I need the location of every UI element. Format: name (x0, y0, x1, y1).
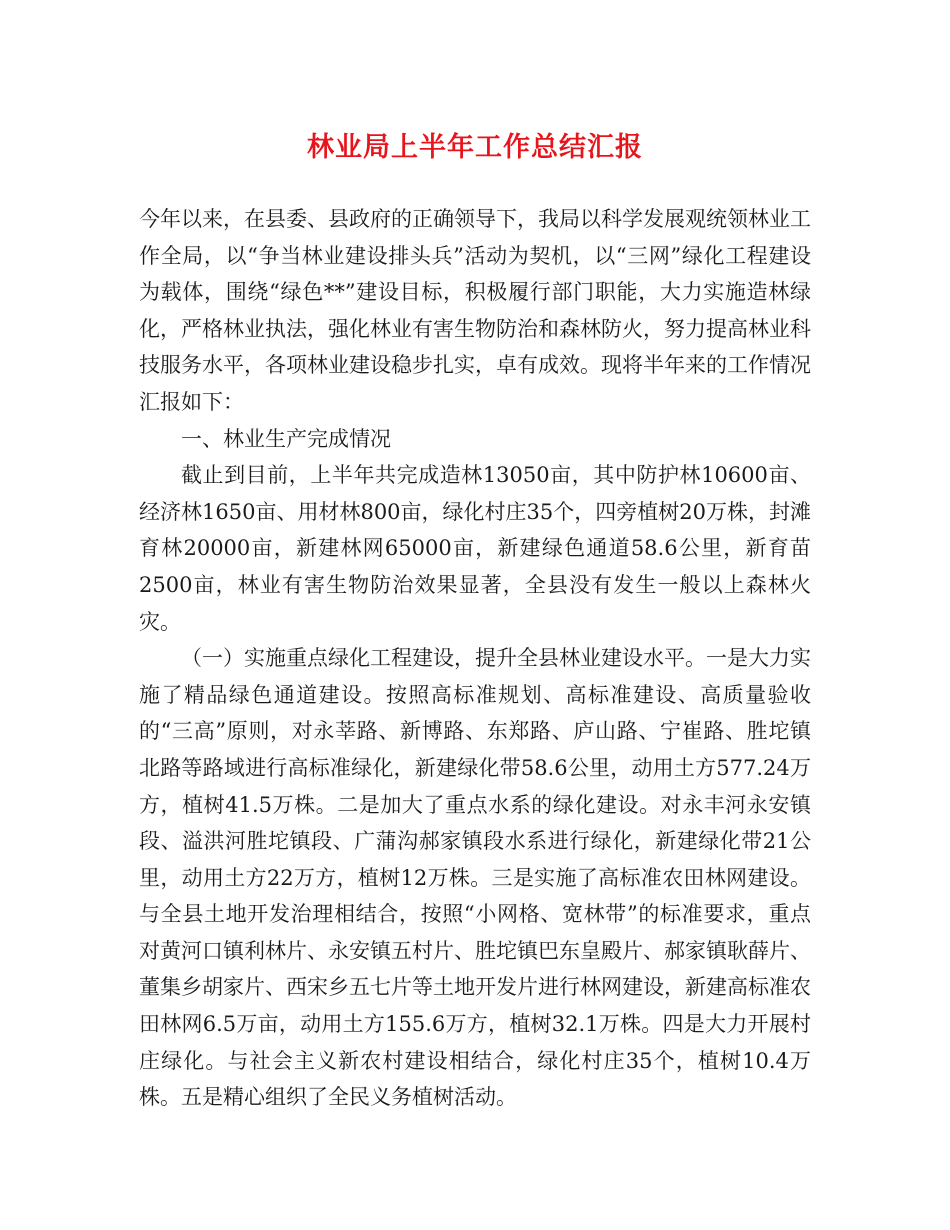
summary-paragraph: 截止到目前，上半年共完成造林13050亩，其中防护林10600亩、经济林1650亩、用材林800亩，绿化村庄35个，四旁植树20万株，封滩育林20000亩，新建林网65000亩，新建绿色通道58.6公里，新育苗2500亩，林业有害生物防治效果显著，全县没有发生一般以上森林火灾。 (139, 463, 811, 634)
subsection-paragraph: （一）实施重点绿化工程建设，提升全县林业建设水平。一是大力实施了精品绿色通道建设。按照高标准规划、高标准建设、高质量验收的“三高”原则，对永莘路、新博路、东郑路、庐山路、宁崔路、胜坨镇北路等路域进行高标准绿化，新建绿化带58.6公里，动用土方577.24万方，植树41.5万株。二是加大了重点水系的绿化建设。对永丰河永安镇段、溢洪河胜坨镇段、广蒲沟郝家镇段水系进行绿化，新建绿化带21公里，动用土方22万方，植树12万株。三是实施了高标准农田林网建设。与全县土地开发治理相结合，按照“小网格、宽林带”的标准要求，重点对黄河口镇利林片、永安镇五村片、胜坨镇巴东皇殿片、郝家镇耿薛片、董集乡胡家片、西宋乡五七片等土地开发片进行林网建设，新建高标准农田林网6.5万亩，动用土方155.6万方，植树32.1万株。四是大力开展村庄绿化。与社会主义新农村建设相结合，绿化村庄35个，植树10.4万株。五是精心组织了全民义务植树活动。 (139, 646, 811, 1110)
document-title: 林业局上半年工作总结汇报 (307, 132, 643, 163)
document-body (139, 201, 811, 1116)
intro-paragraph: 今年以来，在县委、县政府的正确领导下，我局以科学发展观统领林业工作全局，以“争当林业建设排头兵”活动为契机，以“三网”绿化工程建设为载体，围绕“绿色**”建设目标，积极履行部门职能，大力实施造林绿化，严格林业执法，强化林业有害生物防治和森林防火，努力提高林业科技服务水平，各项林业建设稳步扎实，卓有成效。现将半年来的工作情况汇报如下： (139, 207, 811, 414)
section-heading: 一、林业生产完成情况 (181, 426, 391, 451)
